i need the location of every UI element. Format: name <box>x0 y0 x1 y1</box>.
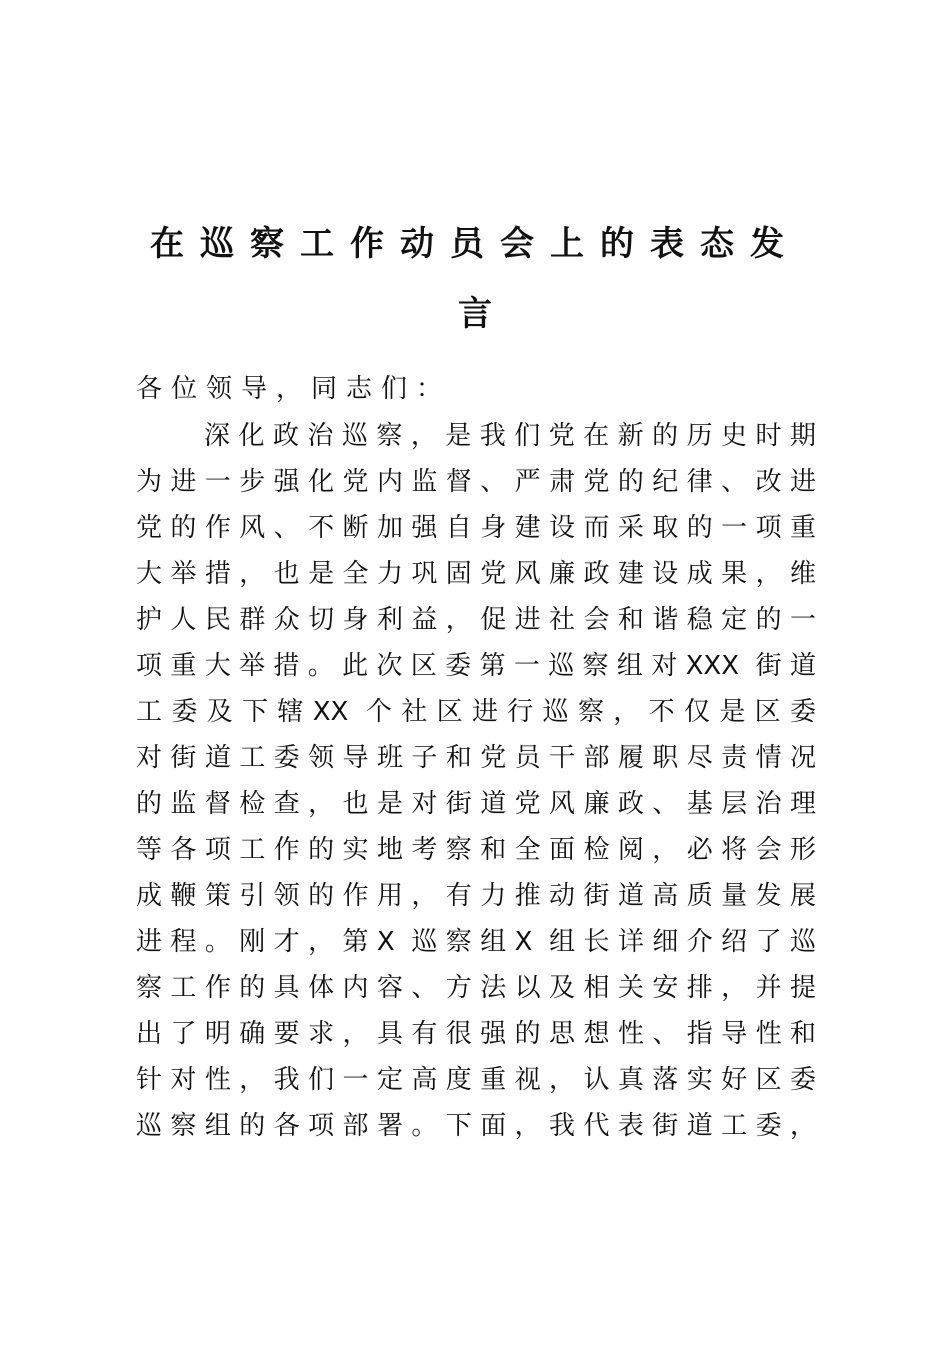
paragraph-line: 进程。刚才，第X 巡察组X 组长详细介绍了巡 <box>136 927 816 957</box>
document-title-line-2: 言 <box>458 294 492 334</box>
paragraph-line: 深化政治巡察，是我们党在新的历史时期 <box>204 421 816 451</box>
paragraph-line: 察工作的具体内容、方法以及相关安排，并提 <box>136 973 816 1003</box>
paragraph-line: 针对性，我们一定高度重视，认真落实好区委 <box>136 1065 816 1095</box>
paragraph-line: 等各项工作的实地考察和全面检阅，必将会形 <box>136 835 816 865</box>
paragraph-line: 出了明确要求，具有很强的思想性、指导性和 <box>136 1019 816 1049</box>
paragraph-line: 工委及下辖XX 个社区进行巡察，不仅是区委 <box>136 697 816 727</box>
paragraph-line: 成鞭策引领的作用，有力推动街道高质量发展 <box>136 881 816 911</box>
paragraph-line: 巡察组的各项部署。下面，我代表街道工委， <box>136 1111 816 1141</box>
paragraph-line: 项重大举措。此次区委第一巡察组对XXX 街道 <box>136 651 816 681</box>
paragraph-line: 对街道工委领导班子和党员干部履职尽责情况 <box>136 743 816 773</box>
paragraph-line: 党的作风、不断加强自身建设而采取的一项重 <box>136 513 816 543</box>
salutation: 各位领导，同志们： <box>136 374 452 404</box>
document-title-line-1: 在巡察工作动员会上的表态发 <box>150 224 800 264</box>
paragraph-line: 为进一步强化党内监督、严肃党的纪律、改进 <box>136 467 816 497</box>
paragraph-line: 的监督检查，也是对街道党风廉政、基层治理 <box>136 789 816 819</box>
paragraph-line: 大举措，也是全力巩固党风廉政建设成果，维 <box>136 559 816 589</box>
paragraph-line: 护人民群众切身利益，促进社会和谐稳定的一 <box>136 605 816 635</box>
